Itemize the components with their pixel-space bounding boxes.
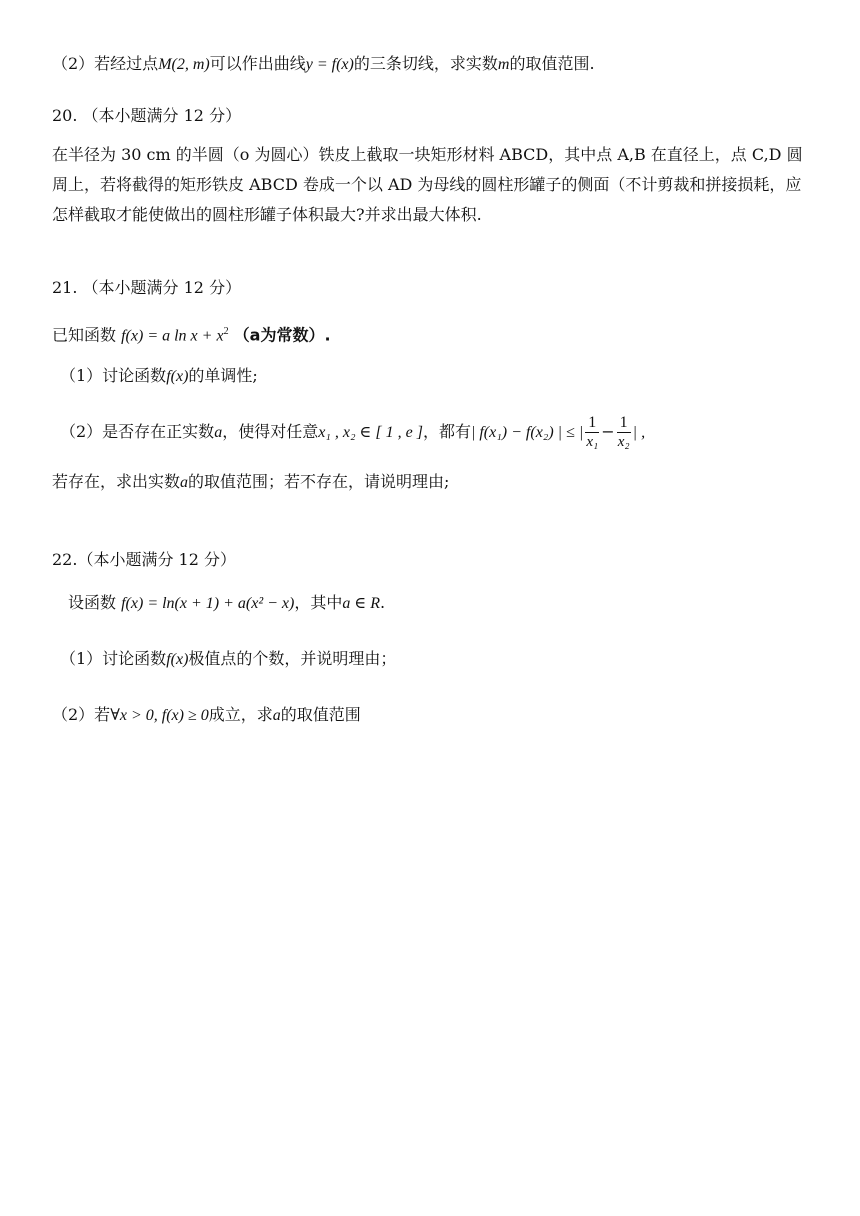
q22-part1-func: f(x) — [166, 651, 189, 668]
q21-part1 — [60, 364, 258, 389]
q21-part2-mid2: ，都有 — [422, 422, 471, 441]
q22-header: 22.（本小题满分 12 分） — [52, 550, 236, 569]
q22-part2-prefix: （2）若 — [52, 705, 111, 724]
q19-part2-mid: 可以作出曲线 — [209, 54, 306, 73]
q22-intro — [68, 591, 385, 616]
q22-part2-suffix: 的取值范围 — [280, 705, 361, 724]
q21-part2 — [60, 412, 645, 453]
q22-part2 — [52, 703, 361, 728]
q20-header: 20. （本小题满分 12 分） — [52, 106, 242, 125]
q21-intro-suffix: （a为常数）. — [233, 325, 331, 345]
q21-exponent: 2 — [223, 326, 229, 337]
q21-inequality: | f(x₁) − f(x₂) | ≤ | — [470, 424, 584, 441]
q21-header: 21. （本小题满分 12 分） — [52, 278, 242, 297]
q21-part2-tail — [52, 470, 449, 495]
q21-frac2-num: 1 — [617, 414, 631, 433]
q19-part2-prefix: （2）若经过点 — [52, 54, 159, 73]
q22-part1-prefix: （1）讨论函数 — [60, 649, 167, 668]
q21-tail-suffix: 的取值范围；若不存在，请说明理由; — [188, 472, 450, 491]
q21-domain-set: x₁ , x₂ ∈ [ 1 , e ] — [318, 424, 423, 441]
q22-function: f(x) = ln(x + 1) + a(x² − x) — [121, 595, 295, 612]
q21-minus: − — [601, 422, 615, 441]
q21-part1-prefix: （1）讨论函数 — [60, 366, 167, 385]
q22-part1 — [60, 647, 396, 672]
q21-intro — [52, 320, 331, 348]
q21-fraction-1 — [585, 414, 599, 451]
q19-var-m: m — [497, 56, 510, 73]
q22-part2-condition: ∀x > 0, f(x) ≥ 0 — [110, 707, 209, 724]
q21-part1-suffix: 的单调性; — [188, 366, 258, 385]
q21-frac1-num: 1 — [585, 414, 599, 433]
q22-intro-suffix: . — [380, 593, 386, 612]
q21-fraction-2 — [617, 414, 631, 451]
q22-part1-suffix: 极值点的个数，并说明理由； — [188, 649, 397, 668]
q22-intro-mid: ，其中 — [294, 593, 343, 612]
q21-frac2-den: x₂ — [617, 434, 630, 450]
q22-part2-mid: 成立，求 — [208, 705, 273, 724]
q21-part2-mid: ，使得对任意 — [222, 422, 319, 441]
q21-tail-var: a — [180, 474, 189, 491]
q22-part2-var: a — [272, 707, 281, 724]
q20-body: 在半径为 30 cm 的半圆（o 为圆心）铁皮上截取一块矩形材料 ABCD，其中点 A,B 在直径上，点 C,D 圆周上，若将截得的矩形铁皮 ABCD 卷成一个以 AD 为母线的圆柱形罐子的侧面（不计剪裁和拼接损耗，应怎样截取才能使做出的圆柱形罐子体积最大?并求出最大体积. — [52, 145, 803, 224]
q21-tail-prefix: 若存在，求出实数 — [52, 472, 181, 491]
q19-curve: y = f(x) — [305, 56, 354, 73]
q21-part2-prefix: （2）是否存在正实数 — [60, 422, 215, 441]
q21-intro-prefix: 已知函数 — [52, 325, 117, 345]
q21-part2-end: | , — [632, 424, 646, 441]
q19-point: M(2, m) — [158, 56, 210, 73]
q21-part1-func: f(x) — [166, 368, 189, 385]
q19-part2-mid2: 的三条切线，求实数 — [353, 54, 498, 73]
q21-var-a: a — [214, 424, 223, 441]
q22-condition: a ∈ R — [342, 595, 380, 612]
q21-function: f(x) = a ln x + x — [121, 327, 224, 345]
q21-frac1-den: x₁ — [586, 434, 599, 450]
q22-intro-prefix: 设函数 — [68, 593, 117, 612]
q19-part2 — [52, 52, 595, 77]
q19-part2-suffix: 的取值范围. — [509, 54, 595, 73]
